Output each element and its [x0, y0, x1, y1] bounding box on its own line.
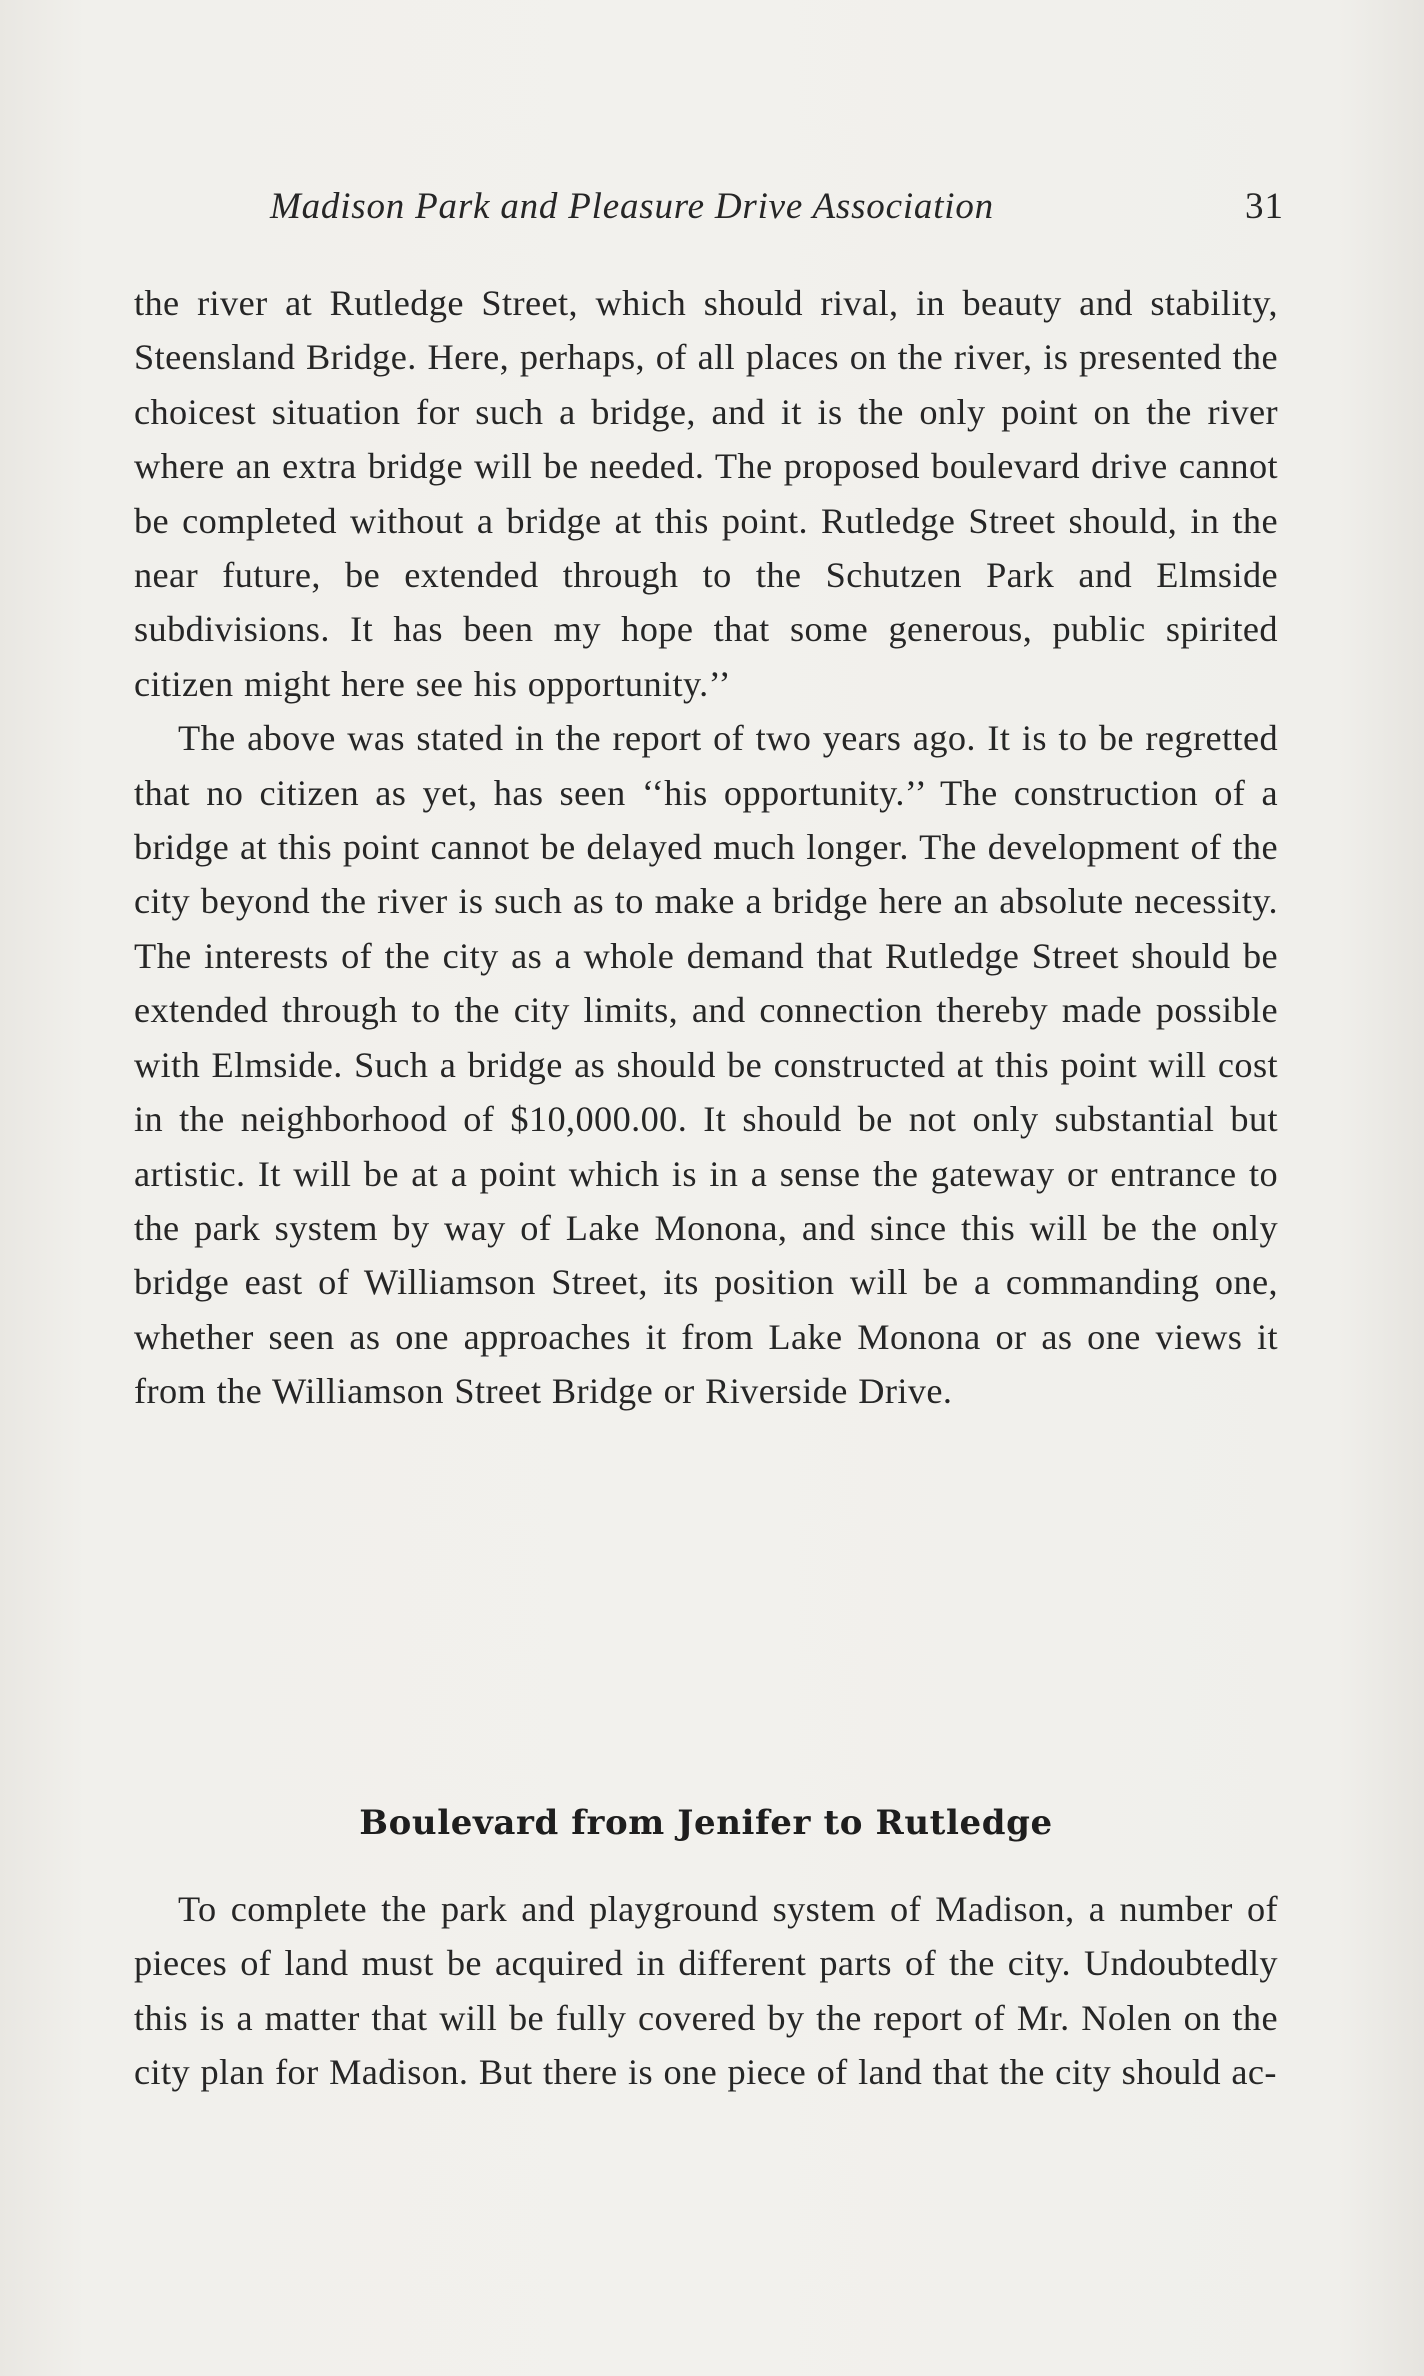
paragraph-report: The above was stated in the report of two years ago. It is to be regretted that no citizen as yet, has seen ‘‘his opportunity.’’ The construction of a bridge at this point cannot be delayed much longer. The development of the city beyond the river is such as to make a bridge here an absolute necessity. The interests of the city as a whole demand that Rutledge Street should be extended through to the city limits, and connection thereby made possible with Elmside. Such a bridge as should be constructed at this point will cost in the neighborhood of $10,000.00. It should be not only substantial but artistic. It will be at a point which is in a sense the gateway or entrance to the park system by way of Lake Monona, and since this will be the only bridge east of Williamson Street, its position will be a commanding one, whether seen as one approaches it from Lake Monona or as one views it from the Williamson Street Bridge or Riverside Drive.: [134, 718, 1278, 1412]
text-block-upper: [134, 276, 1278, 1419]
text-block-lower: [134, 1882, 1278, 2100]
page-number: 31: [1245, 186, 1284, 227]
running-head: [134, 185, 1284, 241]
running-title: Madison Park and Pleasure Drive Association: [270, 186, 994, 227]
paragraph-park-system: To complete the park and playground system of Madison, a number of pieces of land must be acquired in different parts of the city. Undoubtedly this is a matter that will be fully covered by the report of Mr. Nolen on the city plan for Madison. But there is one piece of land that the city should ac-: [134, 1889, 1278, 2093]
section-heading: Boulevard from Jenifer to Rutledge: [359, 1803, 1053, 1843]
paragraph-continued: the river at Rutledge Street, which should rival, in beauty and stability, Steensland Bridge. Here, perhaps, of all places on the river, is presented the choicest situation for such a bridge, and it is the only point on the river where an extra bridge will be needed. The proposed boulevard drive cannot be completed without a bridge at this point. Rutledge Street should, in the near future, be extended through to the Schutzen Park and Elmside subdivisions. It has been my hope that some generous, public spirited citizen might here see his opportunity.’’: [134, 283, 1278, 704]
